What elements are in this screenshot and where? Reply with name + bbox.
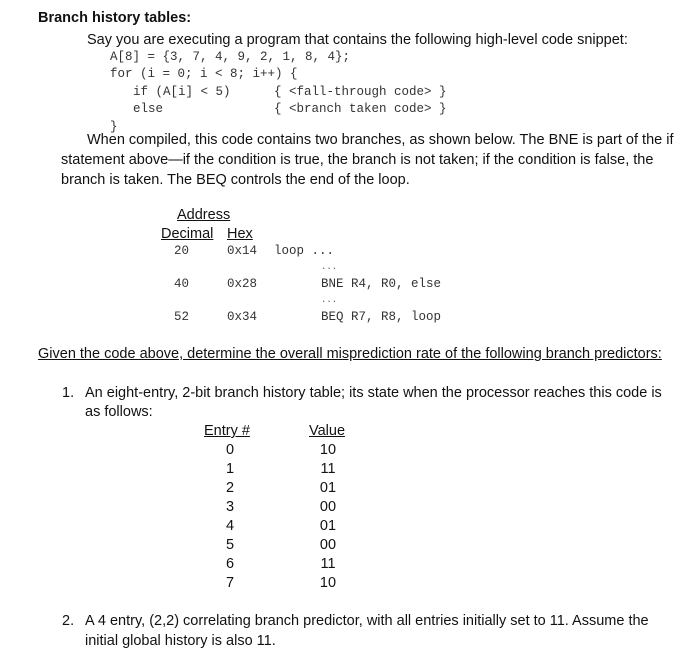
code-line-else-body: { <branch taken code> } — [274, 102, 447, 116]
code-line-close: } — [110, 120, 118, 134]
item-1-line-1: An eight-entry, 2-bit branch history table; its state when the processor reaches this code is — [85, 385, 662, 401]
paragraph-line-2: statement above—if the condition is true, the branch is not taken; if the condition is false, the — [61, 152, 654, 168]
bht-entry: 0 — [225, 442, 235, 458]
bht-value: 00 — [319, 537, 337, 553]
question-text: Given the code above, determine the overall misprediction rate of the following branch predictors: — [38, 346, 662, 362]
intro-text: Say you are executing a program that contains the following high-level code snippet: — [87, 32, 628, 48]
item-2-line-2: initial global history is also 11. — [85, 633, 276, 649]
bht-value: 01 — [319, 518, 337, 534]
bht-value: 10 — [319, 442, 337, 458]
asm-row-hex: 0x34 — [227, 310, 258, 324]
bht-entry: 3 — [225, 499, 235, 515]
bht-header-value: Value — [309, 423, 346, 439]
code-line-if: if (A[i] < 5) — [133, 85, 231, 99]
code-line-if-body: { <fall-through code> } — [274, 85, 447, 99]
item-1-number: 1. — [62, 385, 75, 401]
paragraph-line-3: branch is taken. The BEQ controls the end of the loop. — [61, 172, 410, 188]
bht-value: 11 — [320, 461, 336, 477]
asm-header-address: Address — [177, 207, 231, 223]
asm-header-decimal: Decimal — [161, 226, 214, 242]
asm-row-instr: BEQ R7, R8, loop — [321, 310, 442, 324]
bht-entry: 1 — [225, 461, 235, 477]
item-2-line-1: A 4 entry, (2,2) correlating branch predictor, with all entries initially set to 11. Assume the — [85, 613, 649, 629]
asm-row-dec: 40 — [174, 277, 190, 291]
bht-value: 00 — [319, 499, 337, 515]
asm-header-hex: Hex — [227, 226, 253, 242]
bht-value: 10 — [319, 575, 337, 591]
bht-entry: 7 — [225, 575, 235, 591]
asm-row-hex: 0x28 — [227, 277, 258, 291]
asm-row-dec: 52 — [174, 310, 190, 324]
paragraph-line-1: When compiled, this code contains two branches, as shown below. The BNE is part of the if — [87, 132, 674, 148]
code-line-array: A[8] = {3, 7, 4, 9, 2, 1, 8, 4}; — [110, 50, 351, 64]
bht-header-entry: Entry # — [204, 423, 250, 439]
asm-row-dec: 20 — [174, 244, 190, 258]
asm-ellipsis: ... — [321, 262, 338, 272]
code-line-for: for (i = 0; i < 8; i++) { — [110, 67, 298, 81]
asm-row-instr: loop ... — [274, 244, 335, 258]
bht-value: 11 — [320, 556, 336, 572]
asm-row-hex: 0x14 — [227, 244, 258, 258]
item-1-line-2: as follows: — [85, 404, 153, 420]
bht-entry: 4 — [225, 518, 235, 534]
bht-entry: 2 — [225, 480, 235, 496]
item-2-number: 2. — [62, 613, 75, 629]
bht-entry: 5 — [225, 537, 235, 553]
bht-entry: 6 — [225, 556, 235, 572]
bht-value: 01 — [319, 480, 337, 496]
asm-ellipsis: ... — [321, 295, 338, 305]
code-line-else: else — [133, 102, 164, 116]
section-heading: Branch history tables: — [38, 10, 192, 26]
asm-row-instr: BNE R4, R0, else — [321, 277, 442, 291]
